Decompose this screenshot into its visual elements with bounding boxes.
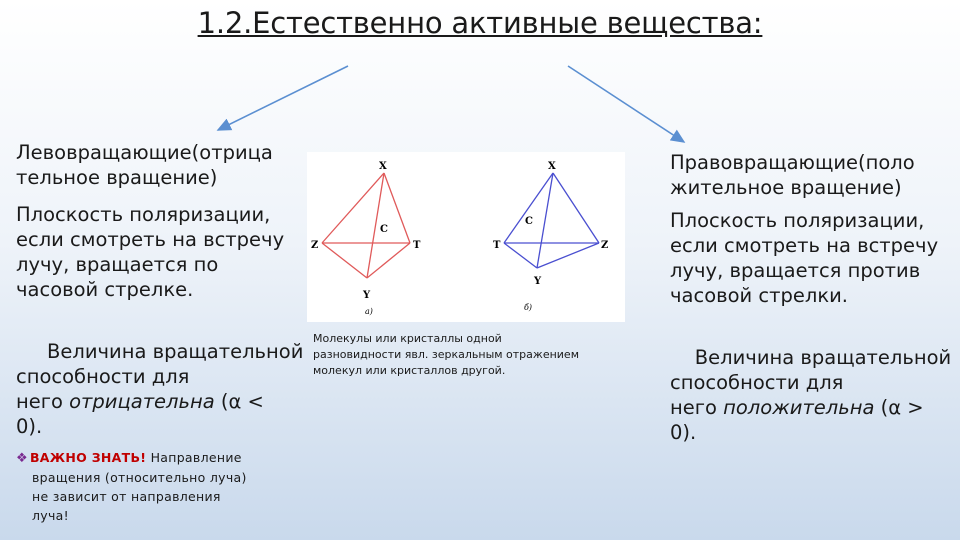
left-label-center: C — [380, 224, 388, 235]
important-note: ❖ ВАЖНО ЗНАТЬ! Направление вращения (относительно луча) не зависит от направления луча! — [16, 450, 247, 523]
diamond-bullet-icon: ❖ — [16, 451, 28, 466]
right-label-right: Z — [601, 240, 609, 251]
right-label-left: T — [493, 240, 501, 251]
right-label-center: C — [525, 216, 533, 227]
right-plane-text: Плоскость поляризации, если смотреть на встречу лучу, вращается против часовой стрелки. — [670, 209, 939, 307]
right-label-top: X — [548, 161, 556, 172]
right-label-sub: б) — [524, 303, 533, 312]
left-tetrahedron — [322, 173, 410, 278]
left-label-sub: а) — [365, 307, 373, 316]
left-label-left: Z — [311, 240, 319, 251]
right-arrow-icon — [568, 66, 684, 142]
right-label-bottom: Y — [534, 276, 542, 287]
tetrahedra-figure — [307, 152, 625, 322]
left-label-top: X — [379, 161, 387, 172]
tetrahedra-svg — [307, 152, 625, 322]
right-magnitude-text: Величина вращательной способности для него положительна (α > 0). — [670, 346, 952, 444]
figure-caption: Молекулы или кристаллы одной разновидности явл. зеркальным отражением молекул или кристаллов другой. — [313, 332, 579, 377]
left-plane-text: Плоскость поляризации, если смотреть на встречу лучу, вращается по часовой стрелке. — [16, 203, 285, 301]
right-tetrahedron — [504, 173, 599, 268]
left-heading: Левовращающие(отрица тельное вращение) — [16, 141, 273, 189]
left-arrow-icon — [218, 66, 348, 130]
slide-title: 1.2.Естественно активные вещества: — [197, 6, 763, 40]
left-label-bottom: Y — [363, 290, 371, 301]
right-column — [670, 150, 960, 470]
right-heading: Правовращающие(поло жительное вращение) — [670, 151, 915, 199]
left-label-right: T — [413, 240, 421, 251]
left-column — [16, 140, 312, 464]
left-magnitude-text: Величина вращательной способности для него отрицательна (α < 0). — [16, 340, 304, 438]
